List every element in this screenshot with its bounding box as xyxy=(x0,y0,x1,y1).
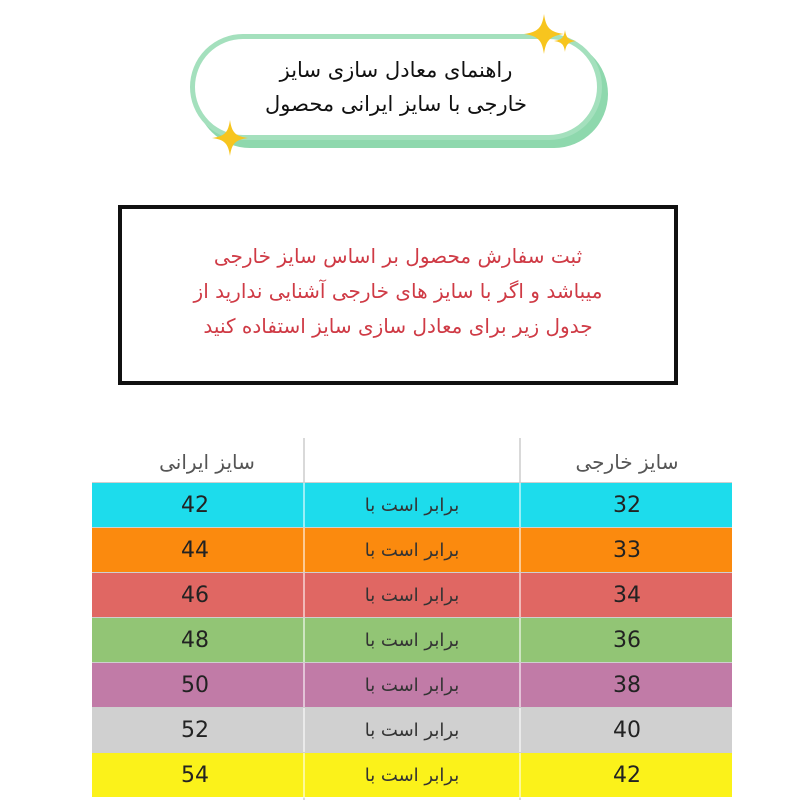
cell-divider xyxy=(519,753,521,798)
cell-divider xyxy=(519,528,521,573)
cell-divider xyxy=(303,573,305,618)
table-row xyxy=(92,617,732,662)
note-text xyxy=(163,239,633,344)
cell-divider xyxy=(303,528,305,573)
cell-divider xyxy=(303,753,305,798)
iranian-size-cell: 50 xyxy=(181,673,209,698)
iranian-size-cell: 42 xyxy=(181,493,209,518)
equals-text-cell: برابر است با xyxy=(364,765,460,786)
cell-divider xyxy=(519,618,521,663)
foreign-size-cell: 36 xyxy=(613,628,641,653)
foreign-size-cell: 32 xyxy=(613,493,641,518)
table-row xyxy=(92,482,732,527)
table-row xyxy=(92,752,732,797)
iranian-size-cell: 52 xyxy=(181,718,209,743)
cell-divider xyxy=(519,663,521,708)
equals-text-cell: برابر است با xyxy=(364,675,460,696)
sparkle-icon xyxy=(212,120,248,156)
equals-text-cell: برابر است با xyxy=(364,585,460,606)
table-row xyxy=(92,572,732,617)
cell-divider xyxy=(519,708,521,753)
iranian-size-cell: 44 xyxy=(181,538,209,563)
iranian-size-cell: 48 xyxy=(181,628,209,653)
table-header xyxy=(92,438,732,480)
foreign-size-cell: 38 xyxy=(613,673,641,698)
note-line-3: جدول زیر برای معادل سازی سایز استفاده کنید xyxy=(203,313,593,338)
iranian-size-cell: 46 xyxy=(181,583,209,608)
foreign-size-cell: 33 xyxy=(613,538,641,563)
iranian-size-cell: 54 xyxy=(181,763,209,788)
title-line-1: راهنمای معادل سازی سایز xyxy=(279,58,513,82)
equals-text-cell: برابر است با xyxy=(364,540,460,561)
table-row xyxy=(92,527,732,572)
equals-text-cell: برابر است با xyxy=(364,495,460,516)
foreign-size-cell: 42 xyxy=(613,763,641,788)
foreign-size-cell: 34 xyxy=(613,583,641,608)
cell-divider xyxy=(303,708,305,753)
equals-text-cell: برابر است با xyxy=(364,630,460,651)
cell-divider xyxy=(303,663,305,708)
table-row xyxy=(92,662,732,707)
cell-divider xyxy=(303,483,305,528)
cell-divider xyxy=(519,483,521,528)
header-iranian-size: سایز ایرانی xyxy=(159,450,255,474)
sparkle-icon xyxy=(554,30,576,52)
cell-divider xyxy=(519,573,521,618)
table-row xyxy=(92,707,732,752)
title-line-2: خارجی با سایز ایرانی محصول xyxy=(265,92,527,116)
foreign-size-cell: 40 xyxy=(613,718,641,743)
header-foreign-size: سایز خارجی xyxy=(575,450,679,474)
cell-divider xyxy=(303,618,305,663)
note-box xyxy=(118,205,678,385)
size-table xyxy=(92,438,732,800)
note-line-1: ثبت سفارش محصول بر اساس سایز خارجی xyxy=(213,243,583,268)
equals-text-cell: برابر است با xyxy=(364,720,460,741)
note-line-2: میباشد و اگر با سایز های خارجی آشنایی ندارید از xyxy=(193,278,603,303)
